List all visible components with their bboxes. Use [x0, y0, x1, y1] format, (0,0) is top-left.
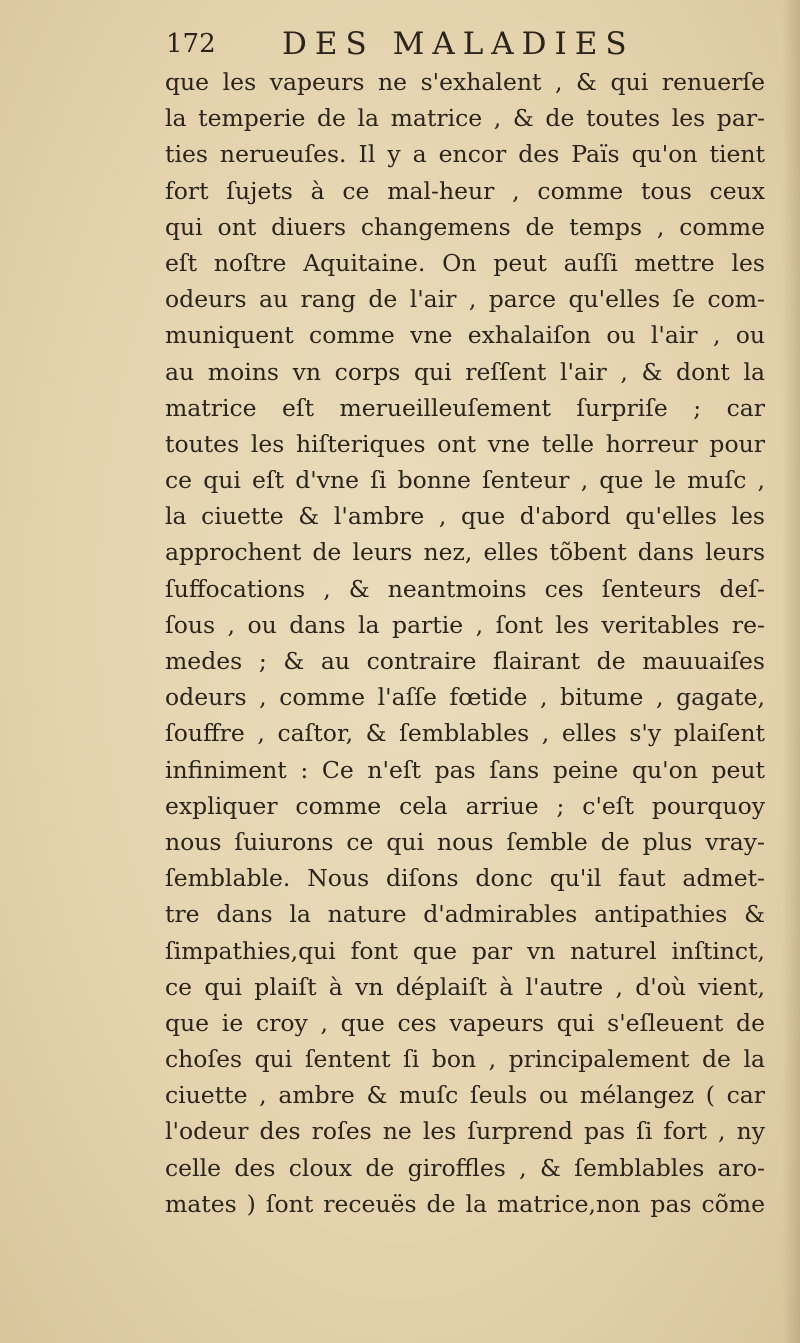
text-line: que ie croy , que ces vapeurs qui s'eſleuent de	[165, 1008, 765, 1037]
text-line: infiniment : Ce n'eſt pas ſans peine qu'on peut	[165, 755, 765, 784]
text-line: ſimpathies,qui font que par vn naturel inſtinct,	[165, 936, 765, 965]
text-line: ſemblable. Nous diſons donc qu'il faut admet-	[165, 864, 765, 893]
text-line: ſouffre , caſtor, & ſemblables , elles s'y plaiſent	[165, 719, 765, 748]
text-line: medes ; & au contraire flairant de mauuaiſes	[165, 647, 765, 675]
text-line: celle des cloux de giroffles , & ſemblables aro-	[165, 1153, 765, 1182]
text-line: ſous , ou dans la partie , ſont les veritables re-	[165, 610, 765, 639]
page-edge-shadow	[782, 0, 800, 1343]
text-line: matrice eſt merueilleuſement ſurpriſe ; car	[165, 393, 765, 422]
text-line: ſuffocations , & neantmoins ces ſenteurs deſ-	[165, 574, 765, 603]
page-header	[166, 24, 766, 64]
text-line: ce qui plaiſt à vn déplaiſt à l'autre , d'où vient,	[165, 972, 765, 1001]
running-title: DES MALADIES	[282, 26, 635, 62]
text-line: fort ſujets à ce mal-heur , comme tous ceux	[165, 176, 765, 205]
text-line: ciuette , ambre & muſc ſeuls ou mélangez ( car	[165, 1081, 765, 1110]
text-line: eſt noſtre Aquitaine. On peut auſſi mettre les	[165, 248, 765, 277]
text-line: mates ) ſont receuës de la matrice,non pas cõme	[165, 1189, 765, 1218]
text-line: la ciuette & l'ambre , que d'abord qu'elles les	[165, 502, 765, 531]
text-line: la temperie de la matrice , & de toutes les par-	[165, 104, 765, 133]
text-line: odeurs , comme l'aſſe fœtide , bitume , gagate,	[165, 683, 765, 712]
text-line: ce qui eſt d'vne ſi bonne ſenteur , que le muſc ,	[165, 466, 765, 495]
text-line: odeurs au rang de l'air , parce qu'elles ſe com-	[165, 285, 765, 314]
page-number: 172	[166, 29, 216, 59]
text-line: choſes qui ſentent ſi bon , principalement de la	[165, 1045, 765, 1074]
text-line: au moins vn corps qui reſſent l'air , & dont la	[165, 357, 765, 386]
text-line: tre dans la nature d'admirables antipathies &	[165, 900, 765, 929]
text-line: toutes les hiſteriques ont vne telle horreur pour	[165, 429, 765, 458]
body-text	[165, 64, 765, 1222]
text-line: ties nerueuſes. Il y a encor des Païs qu'on tient	[165, 140, 765, 169]
text-line: approchent de leurs nez, elles tõbent dans leurs	[165, 538, 765, 567]
text-line: l'odeur des roſes ne les ſurprend pas ſi fort , ny	[165, 1117, 765, 1146]
text-line: qui ont diuers changemens de temps , comme	[165, 212, 765, 241]
text-line: muniquent comme vne exhalaiſon ou l'air , ou	[165, 321, 765, 350]
text-line: nous ſuiurons ce qui nous ſemble de plus vray-	[165, 827, 765, 856]
text-line: que les vapeurs ne s'exhalent , & qui renuerſe	[165, 68, 765, 96]
text-line: expliquer comme cela arriue ; c'eſt pourquoy	[165, 791, 765, 820]
